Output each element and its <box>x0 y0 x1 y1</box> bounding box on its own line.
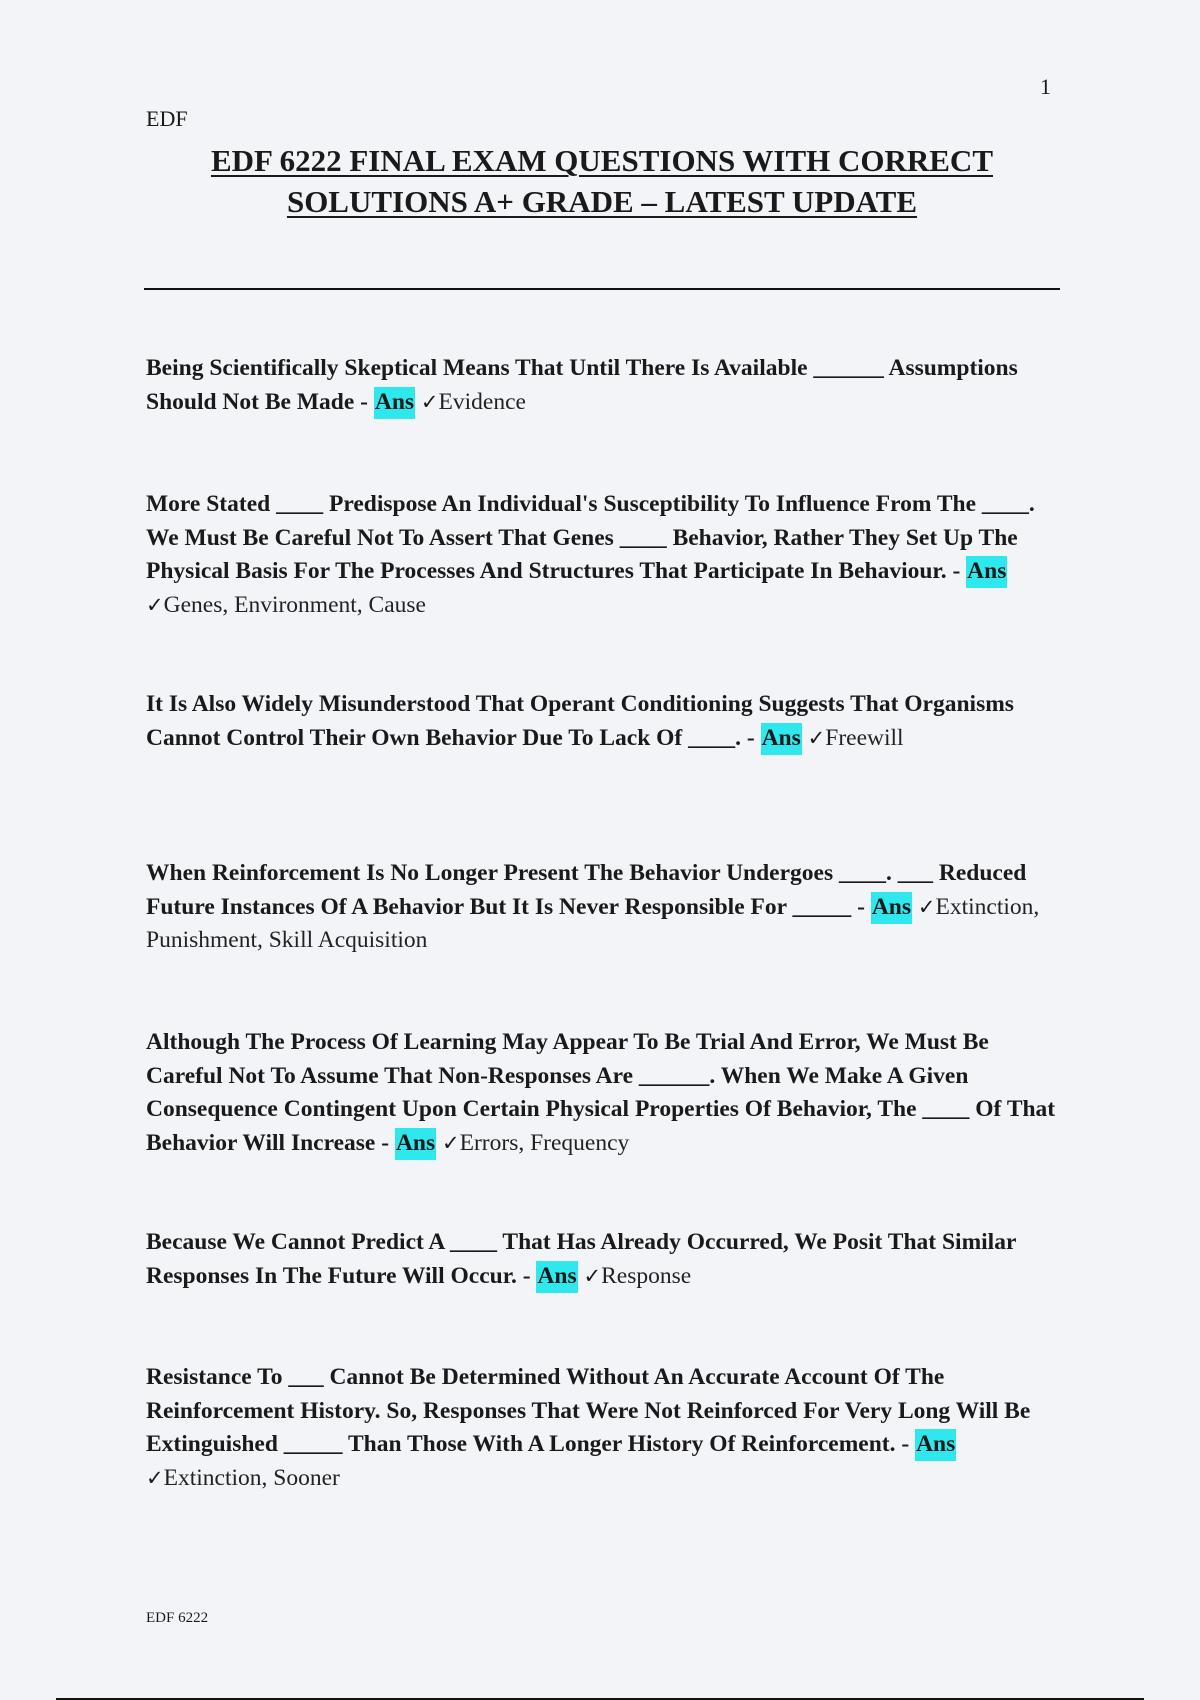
ans-highlight: Ans <box>374 387 415 419</box>
question-text: Being Scientifically Skeptical Means That Until There Is Available ______ Assumptions Should Not Be Made - <box>146 355 1018 415</box>
page-footer: EDF 6222 <box>146 1610 209 1626</box>
title-divider <box>144 288 1060 290</box>
check-icon: ✓ <box>583 1263 602 1288</box>
ans-highlight: Ans <box>536 1261 577 1293</box>
qa-item <box>146 352 1066 419</box>
answer-text: Response <box>601 1262 692 1289</box>
answer-text: Errors, Frequency <box>459 1129 630 1156</box>
check-icon: ✓ <box>420 389 439 414</box>
check-icon: ✓ <box>146 592 164 617</box>
running-header: EDF <box>146 106 188 131</box>
qa-item <box>146 857 1066 958</box>
question-text: When Reinforcement Is No Longer Present The Behavior Undergoes ____. ___ Reduced Future Instances Of A Behavior But It Is Never Responsible For _____ - <box>146 860 1027 920</box>
ans-highlight: Ans <box>915 1429 956 1461</box>
qa-item <box>146 1361 1066 1495</box>
page-number: 1 <box>1040 74 1051 99</box>
question-text: Because We Cannot Predict A ____ That Has Already Occurred, We Posit That Similar Responses In The Future Will Occur. - <box>146 1229 1016 1289</box>
question-text: Although The Process Of Learning May Appear To Be Trial And Error, We Must Be Careful Not To Assume That Non-Responses Are ______. When We Make A Given Consequence Contingent Upon Certain Physical Properties Of Behavior, The ____ Of That Behavior Will Increase - <box>146 1029 1056 1156</box>
check-icon: ✓ <box>146 1465 164 1490</box>
ans-highlight: Ans <box>761 723 802 755</box>
qa-item <box>146 1226 1066 1293</box>
answer-text: Extinction, Sooner <box>163 1464 340 1491</box>
qa-item <box>146 688 1066 755</box>
qa-item <box>146 1026 1066 1160</box>
ans-highlight: Ans <box>871 892 912 924</box>
check-icon: ✓ <box>442 1130 460 1155</box>
ans-highlight: Ans <box>966 556 1007 588</box>
question-text: More Stated ____ Predispose An Individual's Susceptibility To Influence From The ____. We Must Be Careful Not To Assert That Genes ____ Behavior, Rather They Set Up The Physical Basis For The Processes And Structures That Participate In Behaviour. - <box>146 491 1035 584</box>
title-line-1: EDF 6222 FINAL EXAM QUESTIONS WITH CORRECT <box>210 143 993 178</box>
document-title <box>146 140 1058 222</box>
title-line-2: SOLUTIONS A+ GRADE – LATEST UPDATE <box>286 184 918 219</box>
check-icon: ✓ <box>917 894 936 919</box>
ans-highlight: Ans <box>395 1128 436 1160</box>
answer-text: Evidence <box>438 388 526 415</box>
question-text: It Is Also Widely Misunderstood That Operant Conditioning Suggests That Organisms Cannot Control Their Own Behavior Due To Lack Of ____. - <box>146 691 1014 751</box>
answer-text: Extinction, Punishment, Skill Acquisition <box>146 893 1040 953</box>
question-text: Resistance To ___ Cannot Be Determined Without An Accurate Account Of The Reinforcement History. So, Responses That Were Not Reinforced For Very Long Will Be Extinguished _____ Than Those With A Longer History Of Reinforcement. - <box>146 1364 1031 1457</box>
check-icon: ✓ <box>807 725 826 750</box>
answer-text: Freewill <box>825 724 904 751</box>
answer-text: Genes, Environment, Cause <box>163 591 426 618</box>
qa-item <box>146 488 1066 622</box>
